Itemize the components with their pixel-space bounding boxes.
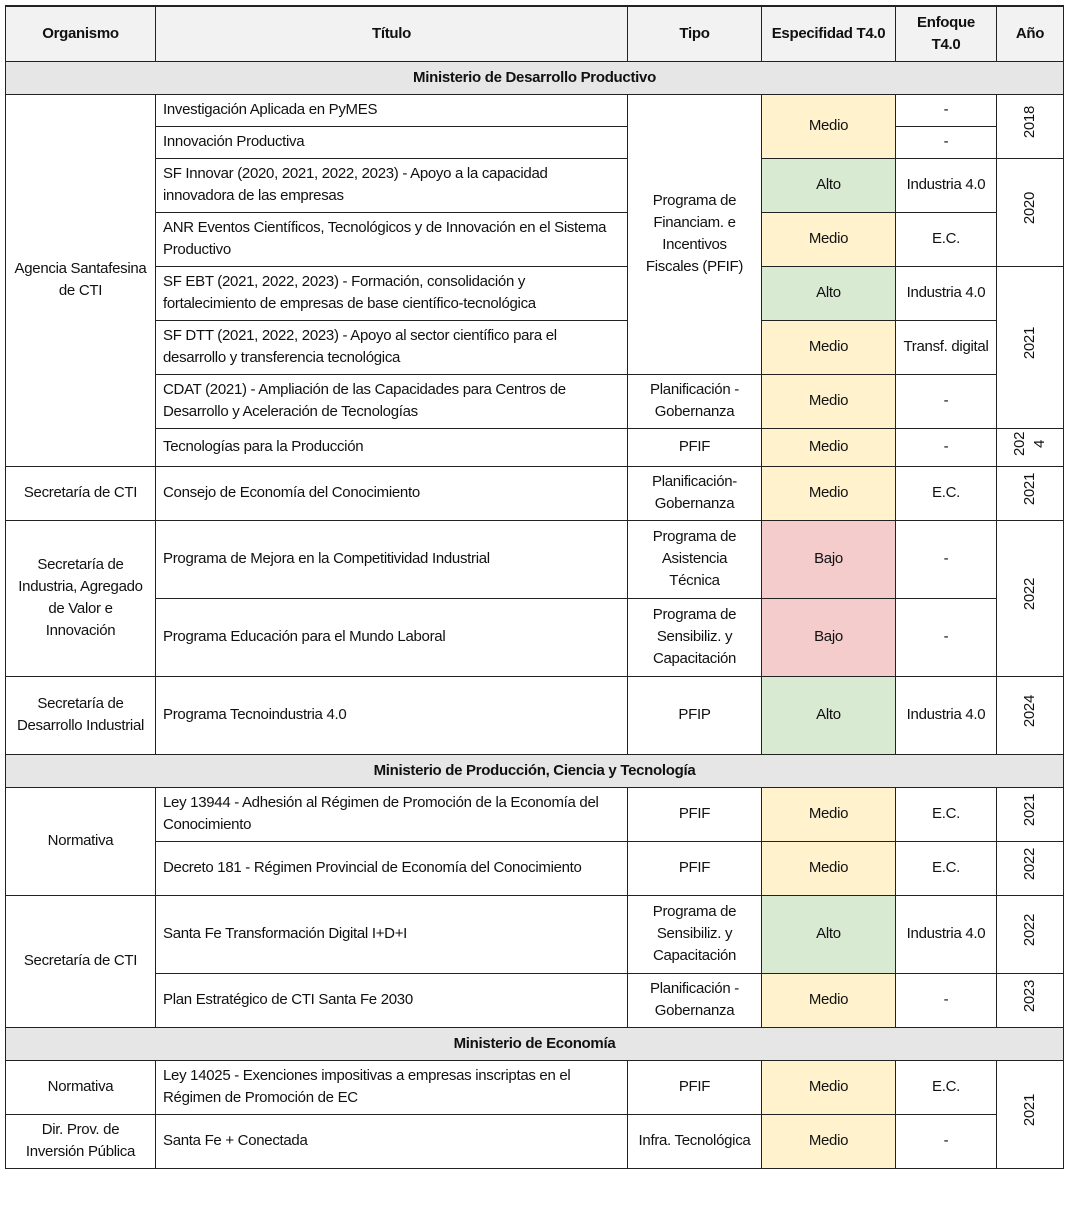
header-titulo: Título xyxy=(156,6,628,61)
anio-text: 2021 xyxy=(1021,473,1038,506)
tipo-cell: PFIF xyxy=(628,428,762,466)
tipo-cell: PFIF xyxy=(628,841,762,895)
enfoque-cell: - xyxy=(896,520,997,598)
anio-cell xyxy=(997,520,1064,676)
organismo-cell: Secretaría de CTI xyxy=(6,895,156,1027)
anio-cell xyxy=(997,158,1064,266)
especificidad-cell: Medio xyxy=(762,94,896,158)
organismo-cell: Secretaría de CTI xyxy=(6,466,156,520)
anio-text: 2023 xyxy=(1021,980,1038,1013)
group-title: Ministerio de Economía xyxy=(6,1027,1064,1060)
header-organismo: Organismo xyxy=(6,6,156,61)
titulo-cell: Tecnologías para la Producción xyxy=(156,428,628,466)
table-row xyxy=(6,374,1064,428)
enfoque-cell: - xyxy=(896,94,997,126)
enfoque-cell: Industria 4.0 xyxy=(896,158,997,212)
titulo-cell: Innovación Productiva xyxy=(156,126,628,158)
titulo-cell: Programa Tecnoindustria 4.0 xyxy=(156,676,628,754)
organismo-cell: Normativa xyxy=(6,787,156,895)
especificidad-cell: Medio xyxy=(762,212,896,266)
tipo-cell: PFIF xyxy=(628,787,762,841)
header-enfoque: Enfoque T4.0 xyxy=(896,6,997,61)
enfoque-cell: - xyxy=(896,126,997,158)
especificidad-cell: Medio xyxy=(762,466,896,520)
organismo-cell: Secretaría de Industria, Agregado de Valor e Innovación xyxy=(6,520,156,676)
table-row xyxy=(6,1114,1064,1168)
especificidad-cell: Alto xyxy=(762,266,896,320)
anio-text: 2022 xyxy=(1021,848,1038,881)
table-row xyxy=(6,266,1064,320)
tipo-cell: Infra. Tecnológica xyxy=(628,1114,762,1168)
enfoque-cell: E.C. xyxy=(896,787,997,841)
especificidad-cell: Alto xyxy=(762,158,896,212)
anio-text: 2021 xyxy=(1021,794,1038,827)
tipo-cell: PFIF xyxy=(628,1060,762,1114)
anio-text: 2024 xyxy=(1021,695,1038,728)
organismo-cell: Dir. Prov. de Inversión Pública xyxy=(6,1114,156,1168)
enfoque-cell: - xyxy=(896,598,997,676)
table-row xyxy=(6,895,1064,973)
anio-cell xyxy=(997,787,1064,841)
organismo-cell: Agencia Santafesina de CTI xyxy=(6,94,156,466)
tipo-cell: Planificación - Gobernanza xyxy=(628,374,762,428)
anio-cell xyxy=(997,895,1064,973)
titulo-cell: Decreto 181 - Régimen Provincial de Economía del Conocimiento xyxy=(156,841,628,895)
anio-cell xyxy=(997,973,1064,1027)
enfoque-cell: - xyxy=(896,1114,997,1168)
table-row xyxy=(6,520,1064,598)
anio-text: 2022 xyxy=(1021,914,1038,947)
titulo-cell: Programa Educación para el Mundo Laboral xyxy=(156,598,628,676)
anio-cell xyxy=(997,266,1064,428)
titulo-cell: Ley 13944 - Adhesión al Régimen de Promoción de la Economía del Conocimiento xyxy=(156,787,628,841)
titulo-cell: Santa Fe + Conectada xyxy=(156,1114,628,1168)
enfoque-cell: - xyxy=(896,374,997,428)
table-row xyxy=(6,1060,1064,1114)
anio-cell xyxy=(997,466,1064,520)
table-row xyxy=(6,126,1064,158)
header-tipo: Tipo xyxy=(628,6,762,61)
anio-text: 2024 xyxy=(1011,431,1048,456)
tipo-cell: PFIP xyxy=(628,676,762,754)
anio-cell xyxy=(997,94,1064,158)
especificidad-cell: Medio xyxy=(762,787,896,841)
enfoque-cell: E.C. xyxy=(896,1060,997,1114)
table-row xyxy=(6,787,1064,841)
table-row xyxy=(6,676,1064,754)
especificidad-cell: Medio xyxy=(762,320,896,374)
group-row xyxy=(6,1027,1064,1060)
anio-cell xyxy=(997,1060,1064,1168)
tipo-cell: Programa de Asistencia Técnica xyxy=(628,520,762,598)
table-row xyxy=(6,466,1064,520)
especificidad-cell: Alto xyxy=(762,895,896,973)
programs-table xyxy=(5,5,1064,1169)
tipo-cell: Programa de Sensibiliz. y Capacitación xyxy=(628,895,762,973)
tipo-cell: Planificación - Gobernanza xyxy=(628,973,762,1027)
titulo-cell: Plan Estratégico de CTI Santa Fe 2030 xyxy=(156,973,628,1027)
especificidad-cell: Medio xyxy=(762,973,896,1027)
anio-text: 2018 xyxy=(1021,106,1038,139)
titulo-cell: SF Innovar (2020, 2021, 2022, 2023) - Apoyo a la capacidad innovadora de las empresas xyxy=(156,158,628,212)
anio-cell xyxy=(997,841,1064,895)
especificidad-cell: Medio xyxy=(762,1060,896,1114)
organismo-cell: Normativa xyxy=(6,1060,156,1114)
especificidad-cell: Medio xyxy=(762,841,896,895)
table-row xyxy=(6,598,1064,676)
group-title: Ministerio de Producción, Ciencia y Tecnología xyxy=(6,754,1064,787)
table-row xyxy=(6,428,1064,466)
table-row xyxy=(6,320,1064,374)
table-row xyxy=(6,841,1064,895)
titulo-cell: Programa de Mejora en la Competitividad Industrial xyxy=(156,520,628,598)
group-title: Ministerio de Desarrollo Productivo xyxy=(6,61,1064,94)
especificidad-cell: Bajo xyxy=(762,598,896,676)
especificidad-cell: Bajo xyxy=(762,520,896,598)
titulo-cell: SF DTT (2021, 2022, 2023) - Apoyo al sector científico para el desarrollo y transferencia tecnológica xyxy=(156,320,628,374)
anio-text: 2021 xyxy=(1021,1094,1038,1127)
titulo-cell: ANR Eventos Científicos, Tecnológicos y de Innovación en el Sistema Productivo xyxy=(156,212,628,266)
table-row xyxy=(6,158,1064,212)
enfoque-cell: E.C. xyxy=(896,212,997,266)
especificidad-cell: Alto xyxy=(762,676,896,754)
organismo-cell: Secretaría de Desarrollo Industrial xyxy=(6,676,156,754)
titulo-cell: Santa Fe Transformación Digital I+D+I xyxy=(156,895,628,973)
anio-text: 2022 xyxy=(1021,578,1038,611)
header-anio: Año xyxy=(997,6,1064,61)
especificidad-cell: Medio xyxy=(762,374,896,428)
header-row xyxy=(6,6,1064,61)
enfoque-cell: Industria 4.0 xyxy=(896,676,997,754)
titulo-cell: Ley 14025 - Exenciones impositivas a empresas inscriptas en el Régimen de Promoción de EC xyxy=(156,1060,628,1114)
tipo-cell: Planificación-Gobernanza xyxy=(628,466,762,520)
especificidad-cell: Medio xyxy=(762,428,896,466)
anio-cell xyxy=(997,428,1064,466)
enfoque-cell: Industria 4.0 xyxy=(896,266,997,320)
tipo-cell: Programa de Sensibiliz. y Capacitación xyxy=(628,598,762,676)
table-row xyxy=(6,212,1064,266)
enfoque-cell: - xyxy=(896,428,997,466)
enfoque-cell: E.C. xyxy=(896,466,997,520)
tipo-cell: Programa de Financiam. e Incentivos Fiscales (PFIF) xyxy=(628,94,762,374)
table-row xyxy=(6,94,1064,126)
anio-text: 2020 xyxy=(1021,192,1038,225)
header-especificidad: Especifidad T4.0 xyxy=(762,6,896,61)
titulo-cell: Consejo de Economía del Conocimiento xyxy=(156,466,628,520)
enfoque-cell: - xyxy=(896,973,997,1027)
especificidad-cell: Medio xyxy=(762,1114,896,1168)
group-row xyxy=(6,61,1064,94)
anio-cell xyxy=(997,676,1064,754)
titulo-cell: CDAT (2021) - Ampliación de las Capacidades para Centros de Desarrollo y Aceleración de Tecnologías xyxy=(156,374,628,428)
titulo-cell: Investigación Aplicada en PyMES xyxy=(156,94,628,126)
enfoque-cell: Industria 4.0 xyxy=(896,895,997,973)
table-row xyxy=(6,973,1064,1027)
enfoque-cell: Transf. digital xyxy=(896,320,997,374)
titulo-cell: SF EBT (2021, 2022, 2023) - Formación, consolidación y fortalecimiento de empresas de base científico-tecnológica xyxy=(156,266,628,320)
enfoque-cell: E.C. xyxy=(896,841,997,895)
group-row xyxy=(6,754,1064,787)
anio-text: 2021 xyxy=(1021,327,1038,360)
